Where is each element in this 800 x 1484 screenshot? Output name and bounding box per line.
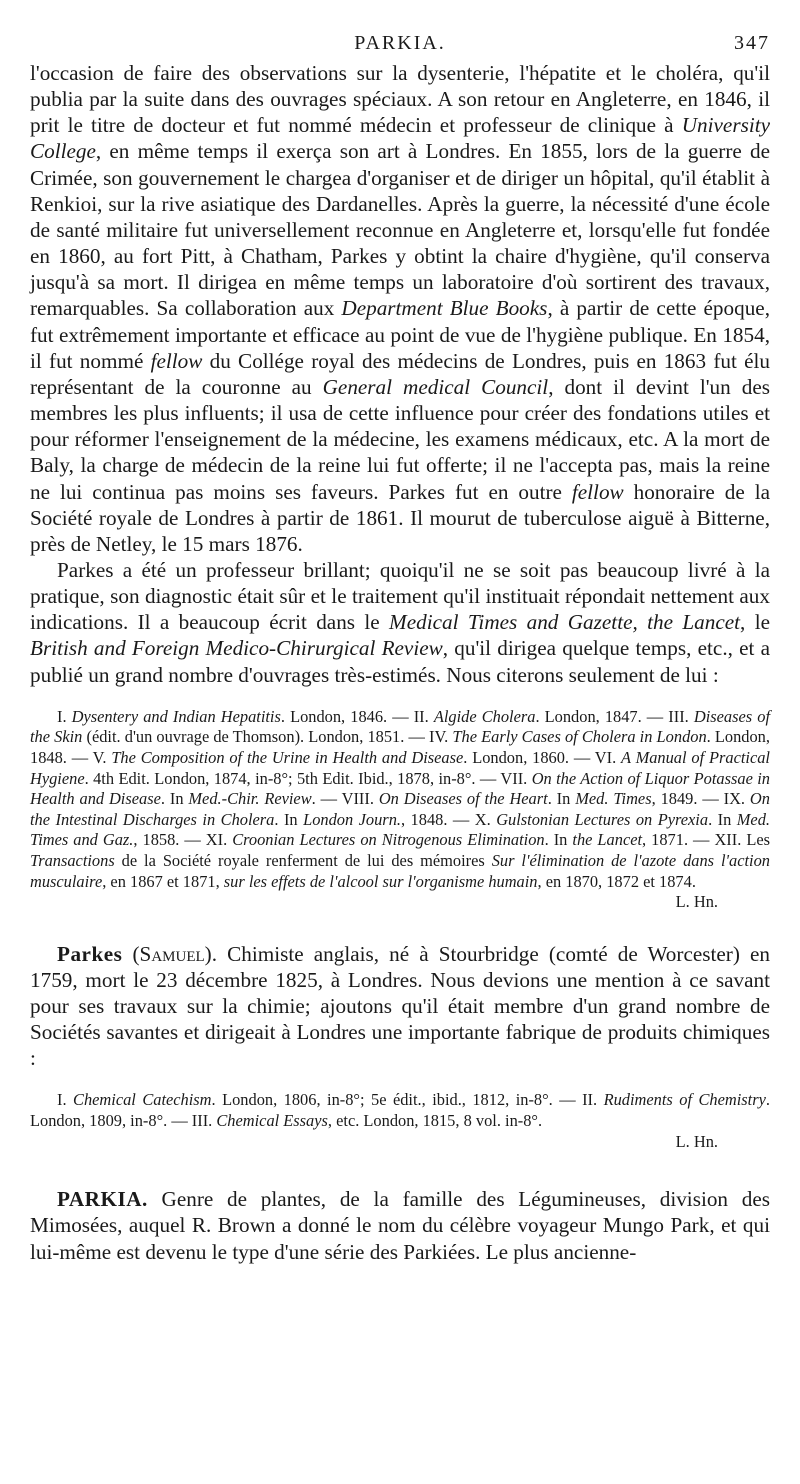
article-body [30, 60, 770, 1265]
paragraph-parkes-assessment: Parkes a été un professeur brillant; quoiqu'il ne se soit pas beaucoup livré à la pratique, son diagnostic était sûr et le traitement qu'il instituait répondait nettement aux indications. Il a beaucoup écrit dans le Medical Times and Gazette, the Lancet, le British and Foreign Medico-Chirurgical Review, qu'il dirigea quelque temps, etc., et a publié un grand nombre d'ouvrages très-estimés. Nous citerons seulement de lui : [30, 557, 770, 687]
bibliography-parkes: I. Dysentery and Indian Hepatitis. London, 1846. — II. Algide Cholera. London, 1847. — III. Diseases of the Skin (édit. d'un ouvrage de Thomson). London, 1851. — IV. The Early Cases of Cholera in London. London, 1848. — V. The Composition of the Urine in Health and Disease. London, 1860. — VI. A Manual of Practical Hygiene. 4th Edit. London, 1874, in-8°; 5th Edit. Ibid., 1878, in-8°. — VII. On the Action of Liquor Potassae in Health and Disease. In Med.-Chir. Review. — VIII. On Diseases of the Heart. In Med. Times, 1849. — IX. On the Intestinal Discharges in Cholera. In London Journ., 1848. — X. Gulstonian Lectures on Pyrexia. In Med. Times and Gaz., 1858. — XI. Croonian Lectures on Nitrogenous Elimination. In the Lancet, 1871. — XII. Les Transactions de la Société royale renferment de lui des mémoires Sur l'élimination de l'azote dans l'action musculaire, en 1867 et 1871, sur les effets de l'alcool sur l'organisme humain, en 1870, 1872 et 1874. L. Hn. [30, 706, 770, 912]
entry-headword: Parkes [57, 941, 123, 966]
bibliography-samuel-parkes: I. Chemical Catechism. London, 1806, in-8°; 5e édit., ibid., 1812, in-8°. — II. Rudiments of Chemistry. London, 1809, in-8°. — III. Chemical Essays, etc. London, 1815, 8 vol. in-8°. L. Hn. [30, 1090, 770, 1151]
paragraph-parkes-biography: l'occasion de faire des observations sur la dysenterie, l'hépatite et le choléra, qu'il publia par la suite dans des ouvrages spéciaux. A son retour en Angleterre, en 1846, il prit le titre de docteur et fut nommé médecin et professeur de clinique à University College, en même temps il exerça son art à Londres. En 1855, lors de la guerre de Crimée, son gouvernement le chargea d'organiser et de diriger un hôpital, qu'il établit à Renkioi, sur la rive asiatique des Dardanelles. Après la guerre, la nécessité d'une école de santé militaire fut universellement reconnue en Angleterre et, lorsqu'elle fut fondée en 1860, au fort Pitt, à Chatham, Parkes y obtint la chaire d'hygiène, qu'il conserva jusqu'à sa mort. Il dirigea en même temps un laboratoire d'où sortirent des travaux, remarquables. Sa collaboration aux Department Blue Books, à partir de cette époque, fut extrêmement importante et efficace au point de vue de l'hygiène publique. En 1854, il fut nommé fellow du Collége royal des médecins de Londres, puis en 1863 fut élu représentant de la couronne au General medical Council, dont il devint l'un des membres les plus influents; il usa de cette influence pour créer des fondations utiles et pour réformer l'enseignement de la médecine, les examens médicaux, etc. A la mort de Baly, la charge de médecin de la reine lui fut offerte; il ne l'accepta pas, mais la reine ne lui continua pas moins ses faveurs. Parkes fut en outre fellow honoraire de la Société royale de Londres à partir de 1861. Il mourut de tuberculose aiguë à Bitterne, près de Netley, le 15 mars 1876. [30, 61, 771, 556]
page-number: 347 [734, 32, 770, 54]
running-title: PARKIA. [354, 32, 446, 54]
entry-parkia: PARKIA. Genre de plantes, de la famille des Légumineuses, division des Mimosées, auquel R. Brown a donné le nom du célèbre voyageur Mungo Park, et qui lui-même est devenu le type d'une série des Parkiées. Le plus ancienne- [30, 1187, 770, 1264]
entry-parkes-samuel: Parkes (Samuel). Chimiste anglais, né à Stourbridge (comté de Worcester) en 1759, mort le 23 décembre 1825, à Londres. Nous devions une mention à ce savant pour ses travaux sur la chimie; ajoutons qu'il était membre d'un grand nombre de Sociétés savantes et dirigeait à Londres une importante fabrique de produits chimiques : [30, 941, 770, 1071]
page-header [30, 32, 770, 58]
author-signature: L. Hn. [675, 1131, 718, 1151]
entry-headword: PARKIA. [57, 1187, 148, 1212]
author-signature: L. Hn. [675, 892, 718, 912]
